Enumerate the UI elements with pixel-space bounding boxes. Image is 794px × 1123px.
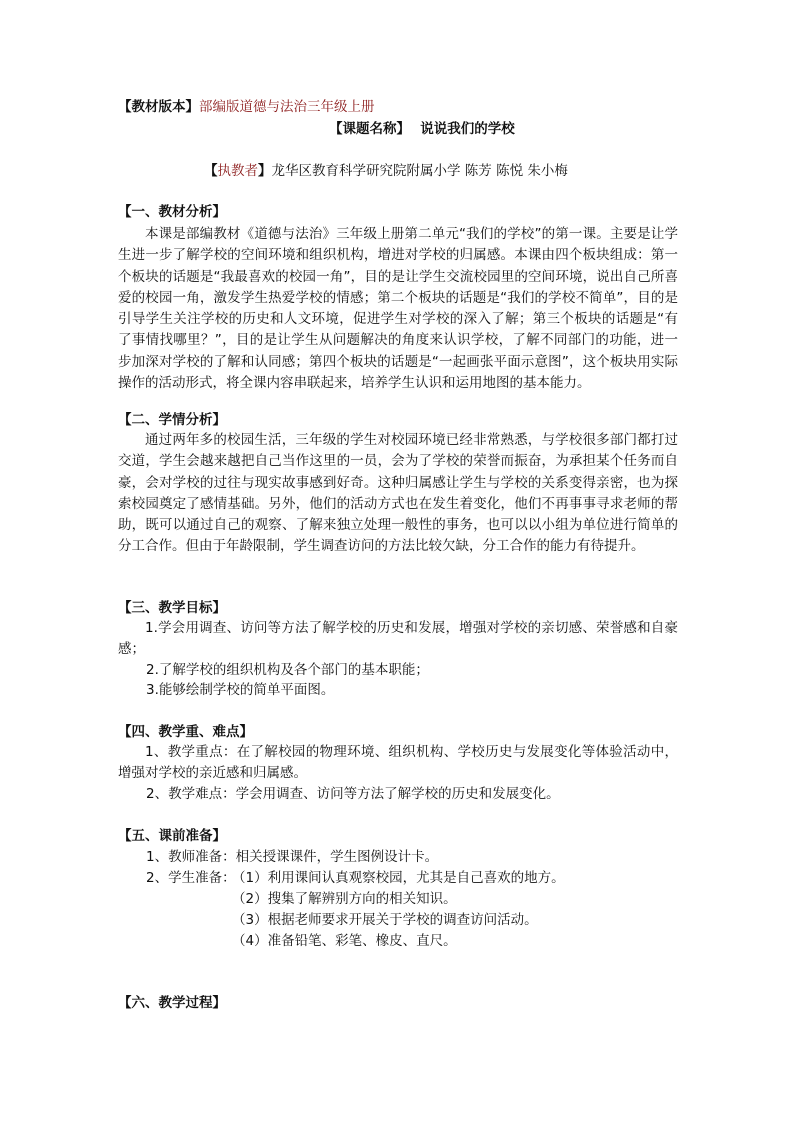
section2-heading: 【二、学情分析】 <box>118 412 226 428</box>
section2-body <box>118 430 678 558</box>
section5-student-item-1: （1）利用课间认真观察校园，尤其是自己喜欢的地方。 <box>232 870 565 886</box>
section5-student-label: 2、学生准备： <box>146 870 236 886</box>
section5-heading: 【五、课前准备】 <box>118 828 226 844</box>
section4-heading: 【四、教学重、难点】 <box>118 724 253 740</box>
edition-label: 【教材版本】 <box>118 99 199 115</box>
section5-student-item-3: （3）根据老师要求开展关于学校的调查访问活动。 <box>232 912 538 928</box>
section3-item-3: 3.能够绘制学校的简单平面图。 <box>146 682 335 698</box>
section6-heading: 【六、教学过程】 <box>118 995 226 1011</box>
section1-heading: 【一、教材分析】 <box>118 204 226 220</box>
section4-key-block <box>118 742 678 785</box>
teacher-value: 龙华区教育科学研究院附属小学 陈芳 陈悦 朱小梅 <box>271 163 568 179</box>
lesson-line <box>329 119 515 139</box>
section2-paragraph: 通过两年多的校园生活，三年级的学生对校园环境已经非常熟悉，与学校很多部门都打过交道，学生会越来越把自己当作这里的一员，会为了学校的荣誉而振奋，为承担某个任务而自豪，会对学校的过往与现实故事感到好奇。这种归属感让学生与学校的关系变得亲密，也为探索校园奠定了感情基础。另外，他们的活动方式也在发生着变化，他们不再事事寻求老师的帮助，既可以通过自己的观察、了解来独立处理一般性的事务，也可以以小组为单位进行简单的分工合作。但由于年龄限制，学生调查访问的方法比较欠缺，分工合作的能力有待提升。 <box>118 432 678 555</box>
teacher-label-open: 【 <box>204 163 218 179</box>
teacher-label-word: 执教者 <box>217 163 258 179</box>
lesson-title: 说说我们的学校 <box>420 121 515 137</box>
section1-body <box>118 224 678 394</box>
section3-item-1: 1.学会用调查、访问等方法了解学校的历史和发展，增强对学校的亲切感、荣誉感和自豪感； <box>118 620 678 658</box>
edition-line <box>118 97 375 117</box>
edition-value: 部编版道德与法治三年级上册 <box>199 99 375 115</box>
teacher-label-close: 】 <box>258 163 272 179</box>
section3-item-2: 2.了解学校的组织机构及各个部门的基本职能； <box>146 662 429 678</box>
section1-paragraph: 本课是部编教材《道德与法治》三年级上册第二单元“我们的学校”的第一课。主要是让学生进一步了解学校的空间环境和组织机构，增进对学校的归属感。本课由四个板块组成：第一个板块的话题是“我最喜欢的校园一角”，目的是让学生交流校园里的空间环境，说出自己所喜爱的校园一角，激发学生热爱学校的情感；第二个板块的话题是“我们的学校不简单”，目的是引导学生关注学校的历史和人文环境，促进学生对学校的深入了解；第三个板块的话题是“有了事情找哪里？”，目的是让学生从问题解决的角度来认识学校，了解不同部门的功能，进一步加深对学校的了解和认同感；第四个板块的话题是“一起画张平面示意图”，这个板块用实际操作的活动形式，将全课内容串联起来，培养学生认识和运用地图的基本能力。 <box>118 226 678 392</box>
section5-student-item-2: （2）搜集了解辨别方向的相关知识。 <box>232 891 457 907</box>
lesson-label: 【课题名称】 <box>329 121 410 137</box>
section4-key-point: 1、教学重点：在了解校园的物理环境、组织机构、学校历史与发展变化等体验活动中，增强对学校的亲近感和归属感。 <box>118 744 678 782</box>
section4-difficult-point: 2、教学难点：学会用调查、访问等方法了解学校的历史和发展变化。 <box>146 786 560 802</box>
teacher-line <box>204 161 568 181</box>
section3-heading: 【三、教学目标】 <box>118 600 226 616</box>
section3-item-1-block <box>118 618 678 661</box>
section5-teacher-prep: 1、教师准备：相关授课课件，学生图例设计卡。 <box>146 849 439 865</box>
section5-student-item-4: （4）准备铅笔、彩笔、橡皮、直尺。 <box>232 933 457 949</box>
